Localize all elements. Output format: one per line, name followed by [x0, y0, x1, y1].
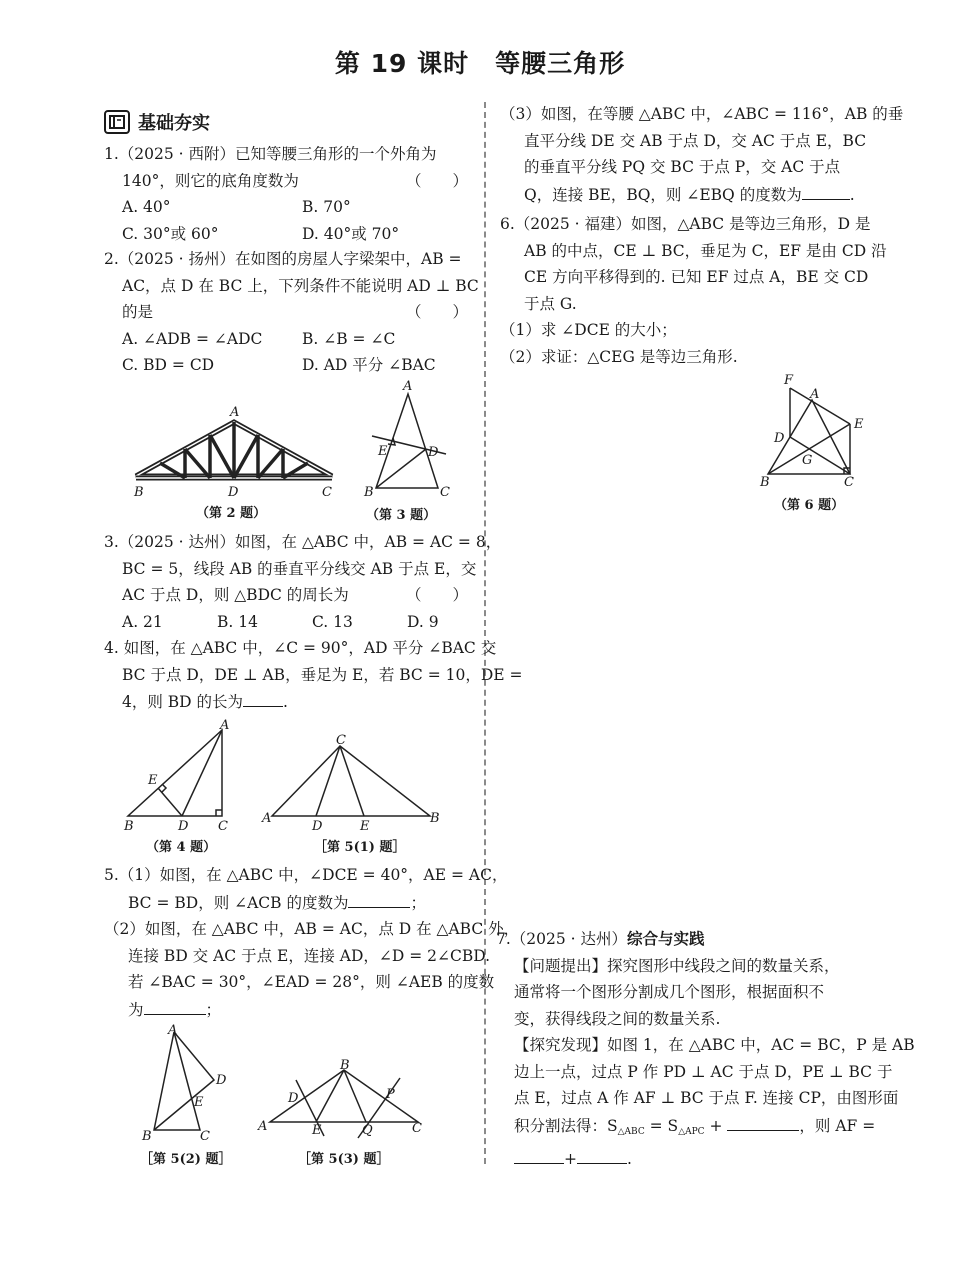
q5c-line-2: 直平分线 DE 交 AB 于点 D，交 AC 于点 E，BC — [524, 131, 867, 150]
fig52-label-e: E — [194, 1095, 204, 1110]
q7-area-sub-abc: △ABC — [617, 1126, 645, 1137]
q7-area-sub-apc: △APC — [678, 1126, 705, 1137]
q7-line-3: 变，获得线段之间的数量关系. — [514, 1009, 721, 1028]
fig3-label-a: A — [403, 379, 413, 394]
fig53-label-p: P — [386, 1087, 395, 1102]
fig2-label-a: A — [230, 405, 240, 420]
question-7 — [496, 926, 915, 1173]
q7-area-text: 积分割法得：S — [514, 1116, 618, 1135]
q3-line-2: BC = 5，线段 AB 的垂直平分线交 AB 于点 E，交 — [122, 559, 477, 578]
fig6-label-c: C — [844, 475, 854, 490]
fig53-label-a: A — [258, 1119, 268, 1134]
q7-af-blank-2[interactable] — [577, 1145, 627, 1164]
q4-line-2: BC 于点 D，DE ⊥ AB，垂足为 E，若 BC = 10，DE = — [122, 665, 523, 684]
q1-option-c: C. 30°或 60° — [122, 224, 219, 243]
q4-answer-blank[interactable] — [243, 688, 283, 707]
q3-option-d: D. 9 — [407, 612, 439, 631]
question-3 — [104, 529, 502, 635]
fig51-label-b: B — [430, 811, 440, 826]
q6-line-1: 6.（2025 · 福建）如图，△ABC 是等边三角形，D 是 — [500, 215, 871, 233]
q2-option-b: B. ∠B = ∠C — [302, 329, 396, 348]
question-5-3 — [500, 101, 904, 208]
q6-line-2: AB 的中点，CE ⊥ BC，垂足为 C，EF 是由 CD 沿 — [524, 241, 887, 260]
question-4 — [104, 635, 523, 716]
figure-6-caption: （第 6 题） — [774, 498, 845, 513]
fig6-label-d: D — [774, 431, 785, 446]
q5-p1-line-2: BC = BD，则 ∠ACB 的度数为 — [128, 893, 349, 912]
q5-p1-end: ； — [410, 893, 426, 912]
fig6-label-a: A — [810, 387, 820, 402]
fig52-label-a: A — [168, 1023, 178, 1038]
fig3-label-b: B — [364, 485, 374, 500]
q6-part-2: （2）求证：△CEG 是等边三角形. — [500, 347, 738, 366]
q2-option-a: A. ∠ADB = ∠ADC — [122, 329, 263, 348]
figure-5-2-caption: ［第 5(2) 题］ — [140, 1152, 232, 1167]
q1-line-2: 140°，则它的底角度数为 — [122, 171, 299, 190]
fig4-label-e: E — [148, 773, 158, 788]
fig53-label-e: E — [312, 1123, 322, 1138]
q4-line-end: . — [283, 693, 288, 711]
q5-p2-end: ； — [205, 1000, 222, 1019]
fig51-label-e: E — [360, 819, 370, 834]
fig6-label-f: F — [784, 373, 794, 388]
fig53-label-c: C — [412, 1121, 422, 1136]
q2-option-c: C. BD = CD — [122, 356, 215, 374]
q5c-line-1: （3）如图，在等腰 △ABC 中，∠ABC = 116°，AB 的垂 — [500, 105, 904, 123]
q5-3-answer-blank[interactable] — [802, 181, 850, 200]
q5c-line-4: Q，连接 BE，BQ，则 ∠EBQ 的度数为 — [524, 185, 802, 204]
q7-head-bold: 综合与实践 — [627, 929, 705, 948]
q7-line-6: 点 E，过点 A 作 AF ⊥ BC 于点 F. 连接 CP，由图形面 — [514, 1089, 899, 1107]
figure-5-3-caption: ［第 5(3) 题］ — [298, 1152, 390, 1167]
q3-answer-paren: （ ） — [405, 586, 468, 604]
q7-line-5: 边上一点，过点 P 作 PD ⊥ AC 于点 D，PE ⊥ BC 于 — [514, 1062, 893, 1081]
figure-3-caption: （第 3 题） — [366, 508, 437, 523]
q1-answer-paren: （ ） — [405, 171, 468, 190]
section-heading — [104, 108, 210, 136]
q1-option-d: D. 40°或 70° — [302, 224, 400, 243]
q7-line-2: 通常将一个图形分割成几个图形，根据面积不 — [514, 983, 825, 1001]
q6-part-1: （1）求 ∠DCE 的大小； — [500, 321, 677, 339]
figure-2-truss — [126, 402, 346, 502]
fig6-label-b: B — [760, 475, 770, 490]
fig51-label-c: C — [336, 733, 346, 748]
q3-line-1: 3.（2025 · 达州）如图，在 △ABC 中，AB = AC = 8， — [104, 533, 502, 551]
figure-5-3-triangle — [256, 1060, 436, 1144]
q5-p2-line-2: 连接 BD 交 AC 于点 E，连接 AD，∠D = 2∠CBD. — [128, 946, 491, 965]
notebook-icon — [104, 110, 130, 134]
q4-line-1: 4. 如图，在 △ABC 中，∠C = 90°，AD 平分 ∠BAC 交 — [104, 639, 497, 657]
fig52-label-d: D — [216, 1073, 227, 1088]
q3-option-c: C. 13 — [312, 612, 353, 631]
q2-answer-paren: （ ） — [405, 303, 468, 321]
q2-line-1: 2.（2025 · 扬州）在如图的房屋人字梁架中，AB = — [104, 250, 462, 268]
section-label: 基础夯实 — [138, 113, 210, 134]
fig3-label-d: D — [428, 445, 439, 460]
q3-option-b: B. 14 — [217, 612, 258, 631]
q1-line-1: 1.（2025 · 西附）已知等腰三角形的一个外角为 — [104, 145, 437, 163]
figure-2-caption: （第 2 题） — [196, 506, 267, 521]
fig2-label-b: B — [134, 485, 144, 500]
fig52-label-c: C — [200, 1129, 210, 1144]
question-2 — [104, 246, 479, 379]
fig4-label-c: C — [218, 819, 228, 834]
question-6 — [500, 211, 887, 370]
q4-line-3: 4，则 BD 的长为 — [122, 693, 244, 711]
figure-3-triangle — [360, 380, 460, 504]
q7-line-1: 【问题提出】探究图形中线段之间的数量关系， — [514, 956, 840, 975]
q1-option-b: B. 70° — [302, 198, 351, 216]
question-5 — [104, 862, 520, 1023]
q6-line-3: CE 方向平移得到的. 已知 EF 过点 A，BE 交 CD — [524, 268, 869, 286]
fig4-label-a: A — [220, 718, 230, 733]
figure-5-2-triangle — [136, 1020, 236, 1150]
question-1 — [104, 141, 468, 247]
q7-last-plus: + — [564, 1150, 577, 1168]
q7-af-blank-1[interactable] — [514, 1145, 564, 1164]
q5c-line-3: 的垂直平分线 PQ 交 BC 于点 P，交 AC 于点 — [524, 158, 841, 176]
fig51-label-d: D — [312, 819, 323, 834]
q7-area-eq: = S — [644, 1116, 679, 1135]
fig3-label-c: C — [440, 485, 450, 500]
q7-head: 7.（2025 · 达州） — [496, 930, 628, 948]
fig4-label-d: D — [178, 819, 189, 834]
fig3-label-e: E — [378, 444, 388, 459]
q7-then: ，则 AF = — [799, 1116, 876, 1135]
q5-1-answer-blank[interactable] — [348, 889, 410, 908]
q6-line-4: 于点 G. — [524, 294, 577, 313]
q7-line-4: 【探究发现】如图 1，在 △ABC 中，AC = BC，P 是 AB — [514, 1036, 915, 1054]
fig53-label-b: B — [340, 1058, 350, 1073]
fig52-label-b: B — [142, 1129, 152, 1144]
figure-6-equilateral — [754, 370, 874, 492]
fig6-label-e: E — [854, 417, 864, 432]
fig2-label-c: C — [322, 485, 332, 500]
q5-p2-line-4: 为 — [128, 1000, 144, 1019]
q7-last-end: . — [627, 1150, 632, 1168]
fig53-label-d: D — [288, 1091, 299, 1106]
figure-4-right-triangle — [118, 716, 238, 836]
fig4-label-b: B — [124, 819, 134, 834]
figure-5-1-triangle — [258, 734, 448, 834]
q5c-line-end: . — [849, 185, 855, 204]
q5-p1-line-1: 5.（1）如图，在 △ABC 中，∠DCE = 40°，AE = AC， — [104, 866, 508, 884]
q2-line-3: 的是 — [122, 303, 154, 321]
q5-p2-line-1: （2）如图，在 △ABC 中，AB = AC，点 D 在 △ABC 外， — [104, 920, 520, 938]
q3-option-a: A. 21 — [122, 612, 163, 631]
fig2-label-d: D — [228, 485, 239, 500]
figure-5-1-caption: ［第 5(1) 题］ — [314, 840, 406, 855]
q1-option-a: A. 40° — [122, 198, 171, 216]
fig53-label-q: Q — [362, 1123, 373, 1138]
page-title: 第 19 课时 等腰三角形 — [334, 49, 626, 78]
q7-area-blank[interactable] — [727, 1112, 799, 1131]
figure-4-caption: （第 4 题） — [146, 840, 217, 855]
q2-option-d: D. AD 平分 ∠BAC — [302, 356, 436, 374]
q5-p2-line-3: 若 ∠BAC = 30°，∠EAD = 28°，则 ∠AEB 的度数 — [128, 973, 495, 991]
q2-line-2: AC，点 D 在 BC 上，下列条件不能说明 AD ⊥ BC — [122, 276, 479, 295]
fig51-label-a: A — [262, 811, 272, 826]
column-divider — [484, 102, 486, 1164]
q3-line-3: AC 于点 D，则 △BDC 的周长为 — [122, 586, 349, 604]
q5-2-answer-blank[interactable] — [144, 996, 206, 1015]
fig6-label-g: G — [802, 453, 813, 468]
q7-area-plus: + — [704, 1116, 728, 1135]
